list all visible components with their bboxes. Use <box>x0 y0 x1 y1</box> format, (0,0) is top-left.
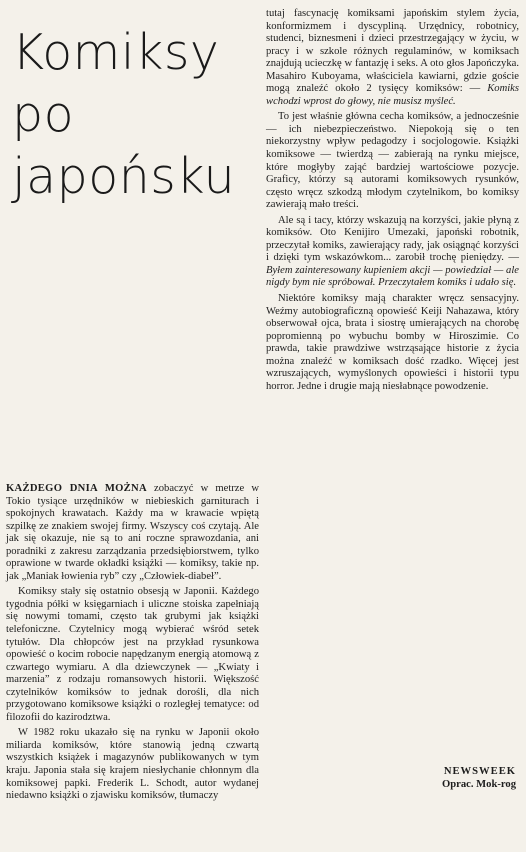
paragraph-3: W 1982 roku ukazało się na rynku w Japonii około miliarda komiksów, które stanowią jedną czwartą wszystkich książek i magazynów publikowanych w tym kraju. Japonia stała się krajem niesłychanie chłonnym dla komiksowej papki. Frederik L. Schodt, autor wydanej niedawno książki o zjawisku komiksów, tłumaczy <box>6 727 259 802</box>
article-signature <box>442 765 516 791</box>
paragraph-3-continued <box>266 8 519 108</box>
paragraph-4: To jest właśnie główna cecha komiksów, a jednocześnie — ich niebezpieczeństwo. Niepokoją się o ten niekorzystny wpływ pedagodzy i socjologowie. Książki komiksowe — twierdzą — zabierają na rynku miejsce, które mogłyby zająć bardziej wartościowe pozycje. Graficy, którzy są autorami komiksowych rysunków, często wręcz szkodzą młodym czytelnikom, bo komiksy zawierają mało treści. <box>266 111 519 211</box>
title-line-2: po <box>12 86 75 143</box>
signature-source: NEWSWEEK <box>443 766 516 777</box>
article-title <box>12 22 242 208</box>
paragraph-6: Niektóre komiksy mają charakter wręcz sensacyjny. Weźmy autobiograficzną opowieść Keiji Nahazawa, który obserwował ojca, brata i siostrę umierających na chorobę popromienną po wybuchu bomby w Hiroszimie. Co prawda, takie prawdziwe wstrząsające historie z życia można znaleźć w komiksach dość rzadko. Więcej jest wzruszających, wymyślonych opowieści i historii typu horror. Jedne i drugie mają niesłabnące powodzenie. <box>266 293 519 392</box>
left-column <box>6 483 259 806</box>
lead-in: KAŻDEGO DNIA MOŻNA <box>6 483 147 494</box>
signature-credit: Oprac. Mok-rog <box>442 779 516 790</box>
right-column <box>266 8 519 396</box>
title-line-1: Komiksy <box>12 24 220 81</box>
paragraph-5 <box>266 215 519 290</box>
umezaki-quote: Byłem zainteresowany kupieniem akcji — powiedział — ale nigdy bym nie spróbował. Przeczytałem komiks i udało się. <box>266 264 519 289</box>
paragraph-2: Komiksy stały się ostatnio obsesją w Japonii. Każdego tygodnia półki w księgarniach i uliczne stoiska zapełniają się nowymi tomami, często tak grubymi jak książki telefoniczne. Czytelnicy mogą wybierać wśród setek tytułów. Dla chłopców jest na przykład rysunkowa opowieść o kocim robocie napędzanym energią atomową z czwartego wymiaru. A dla dziewczynek — „Kwiaty i marzenia” z rodzaju romansowych historii. Większość czytelników komiksów to jednak dorośli, dla nich przygotowano komiksowe książki o rozległej tematyce: od filozofii do kazirodztwa. <box>6 586 259 723</box>
paragraph-5-text: Ale są i tacy, którzy wskazują na korzyści, jakie płyną z komiksów. Oto Kenijiro Umezaki, japoński robotnik, przeczytał komiks, zawierający rady, jak osiągnąć korzyści i dzięki tym wskazówkom... zarobił trochę pieniędzy. — <box>266 214 519 264</box>
kuboyama-quote: Komiks wchodzi wprost do głowy, nie musisz myśleć. <box>266 83 519 107</box>
paragraph-1 <box>6 483 259 583</box>
paragraph-3-continued-text: tutaj fascynację komiksami japońskim stylem życia, konformizmem i dyscypliną. Urzędnicy, robotnicy, studenci, biznesmeni i dzieci przestrzegający w życiu, w pracy i w szkole różnych regulaminów, w komiksach znajdują ucieczkę w fantazję i seks. A oto głos Japończyka. Masahiro Kuboyama, właściciela kawiarni, gdzie goście mogą znaleźć około 2 tysięcy komiksów: — <box>266 8 519 95</box>
paragraph-1-text: zobaczyć w metrze w Tokio tysiące urzędników w niebieskich garniturach i spokojnych krawatach. Każdy ma w krawacie wpiętą szpilkę ze znakiem swojej firmy. Wszyscy coś czytają. Ale jak się okazuje, nie są to ani roczne sprawozdania, ani poradniki z zakresu zarządzania przedsiębiorstwem, tylko oprawione w twarde okładki książki — komiksy, takie np. jak „Maniak łowienia ryb” czy „Człowiek-diabeł”. <box>6 483 259 582</box>
title-line-3: japońsku <box>12 148 236 205</box>
